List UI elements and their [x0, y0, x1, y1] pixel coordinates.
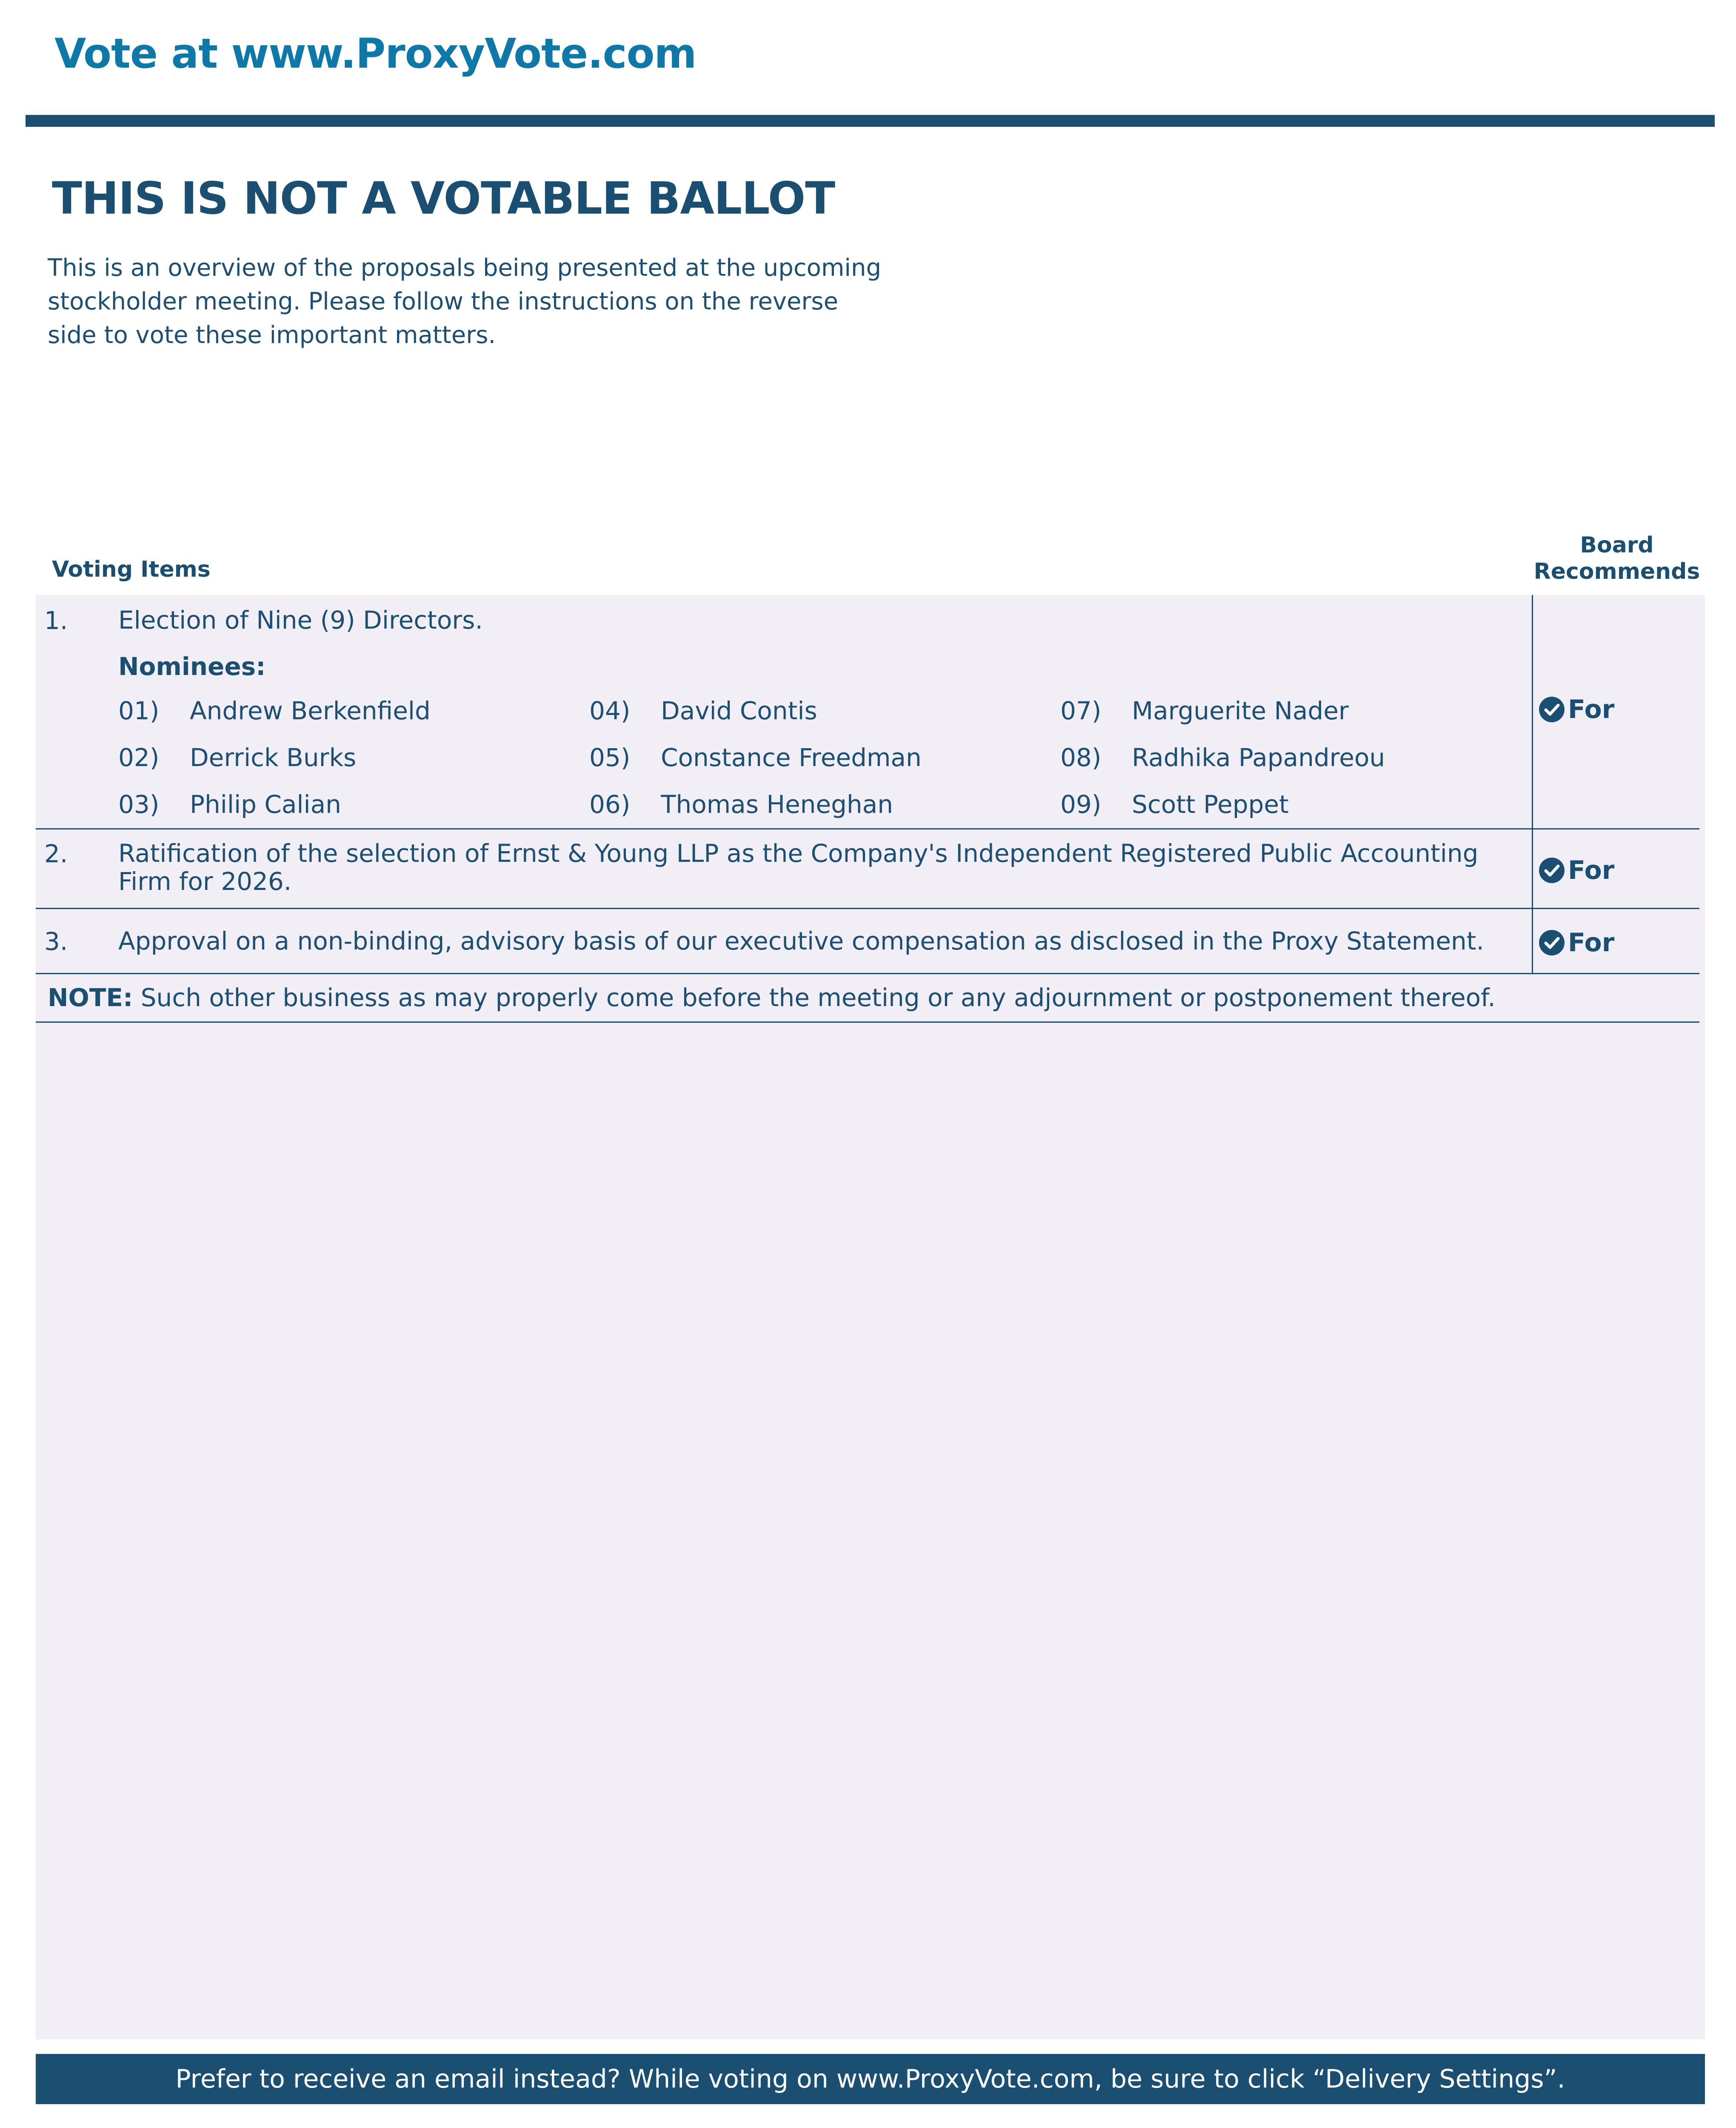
email-delivery-banner: Prefer to receive an email instead? While voting on www.ProxyVote.com, be sure to click “Delivery Settings”.: [36, 2054, 1705, 2104]
nominees-label: Nominees:: [118, 652, 266, 681]
intro-text: This is an overview of the proposals being presented at the upcoming stockholder meeting. Please follow the instructions on the reverse side to vote these important matters.: [48, 254, 882, 349]
recommendation-column-divider: [1532, 595, 1533, 974]
nominee-01: 01) Andrew Berkenfield: [118, 696, 431, 725]
nominee-07: 07) Marguerite Nader: [1060, 696, 1349, 725]
item-1-number: 1.: [44, 606, 68, 635]
nominee-08: 08) Radhika Papandreou: [1060, 743, 1385, 772]
check-circle-icon: [1538, 929, 1565, 956]
vote-website-link[interactable]: Vote at www.ProxyVote.com: [54, 30, 697, 77]
nominee-02: 02) Derrick Burks: [118, 743, 357, 772]
row-divider: [36, 908, 1699, 909]
row-divider: [36, 1021, 1699, 1023]
item-2-number: 2.: [44, 839, 68, 868]
meeting-note: NOTE: Such other business as may properly come before the meeting or any adjournment or postponement thereof.: [48, 983, 1496, 1012]
item-2-text: Ratification of the selection of Ernst & Young LLP as the Company's Independent Registered Public Accounting Firm for 2026.: [118, 839, 1479, 896]
row-divider: [36, 973, 1699, 974]
nominee-03: 03) Philip Calian: [118, 790, 341, 819]
item-1-recommendation: For: [1538, 695, 1614, 724]
nominee-09: 09) Scott Peppet: [1060, 790, 1289, 819]
nominee-04: 04) David Contis: [589, 696, 817, 725]
board-recommends-header: Board Recommends: [1533, 532, 1700, 584]
check-circle-icon: [1538, 857, 1565, 884]
item-3-recommendation: For: [1538, 928, 1614, 958]
item-3-text: Approval on a non-binding, advisory basis of our executive compensation as disclosed in the Proxy Statement.: [118, 927, 1484, 955]
nominee-05: 05) Constance Freedman: [589, 743, 922, 772]
item-3-number: 3.: [44, 927, 68, 956]
check-circle-icon: [1538, 696, 1565, 723]
row-divider: [36, 828, 1699, 829]
voting-items-header: Voting Items: [52, 557, 211, 582]
header-divider: [26, 115, 1715, 127]
nominee-06: 06) Thomas Heneghan: [589, 790, 893, 819]
item-2-recommendation: For: [1538, 855, 1614, 885]
item-1-text: Election of Nine (9) Directors.: [118, 606, 483, 635]
page-title: THIS IS NOT A VOTABLE BALLOT: [52, 172, 835, 224]
